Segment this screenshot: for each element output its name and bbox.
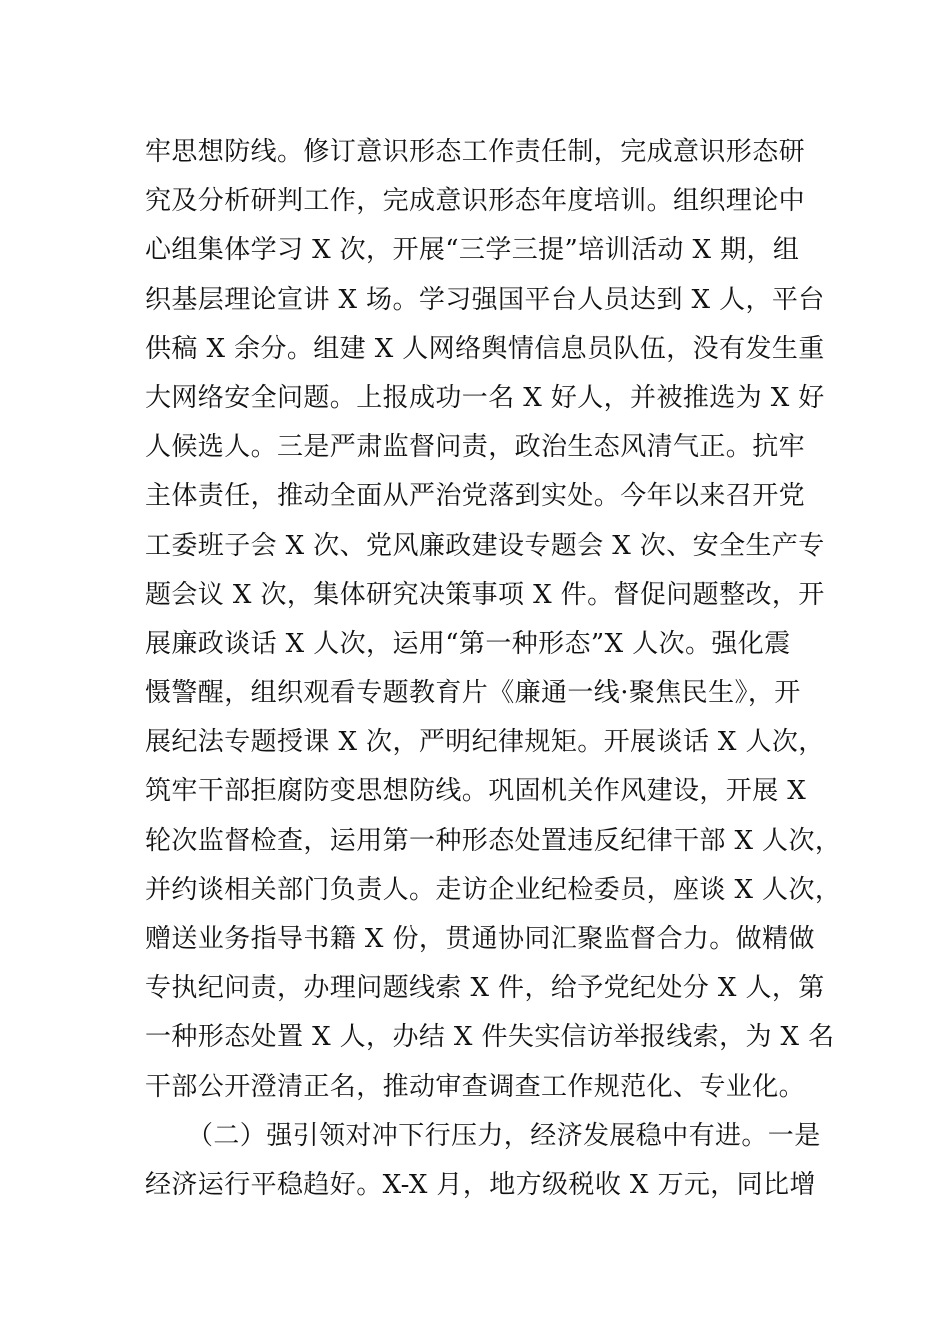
text-line: （二）强引领对冲下行压力，经济发展稳中有进。一是	[187, 1120, 821, 1151]
body-text	[145, 128, 842, 1210]
text-line: 究及分析研判工作，完成意识形态年度培训。组织理论中	[145, 186, 806, 217]
text-line: 人候选人。三是严肃监督问责，政治生态风清气正。抗牢	[145, 432, 806, 463]
text-line: 专执纪问责，办理问题线索 X 件，给予党纪处分 X 人，第	[145, 973, 825, 1004]
text-line: 牢思想防线。修订意识形态工作责任制，完成意识形态研	[145, 137, 806, 167]
text-line: 织基层理论宣讲 X 场。学习强国平台人员达到 X 人，平台	[145, 284, 825, 315]
text-line: 大网络安全问题。上报成功一名 X 好人，并被推选为 X 好	[145, 382, 825, 413]
text-line: 赠送业务指导书籍 X 份，贯通协同汇聚监督合力。做精做	[145, 924, 815, 954]
text-line: 展廉政谈话 X 人次，运用“第一种形态”X 人次。强化震	[145, 628, 791, 659]
text-line: 主体责任，推动全面从严治党落到实处。今年以来召开党	[145, 481, 806, 512]
text-line: 经济运行平稳趋好。X-X 月，地方级税收 X 万元，同比增	[145, 1169, 816, 1200]
text-line: 展纪法专题授课 X 次，严明纪律规矩。开展谈话 X 人次，	[145, 727, 825, 758]
text-line: 干部公开澄清正名，推动审查调查工作规范化、专业化。	[145, 1071, 806, 1102]
text-line: 题会议 X 次，集体研究决策事项 X 件。督促问题整改，开	[145, 579, 825, 610]
text-line: 并约谈相关部门负责人。走访企业纪检委员，座谈 X 人次，	[145, 874, 842, 905]
text-line: 筑牢干部拒腐防变思想防线。巩固机关作风建设，开展 X	[145, 776, 807, 807]
text-line: 心组集体学习 X 次，开展“三学三提”培训活动 X 期，组	[145, 235, 800, 266]
text-line: 轮次监督检查，运用第一种形态处置违反纪律干部 X 人次，	[145, 825, 842, 856]
text-line: 慑警醒，组织观看专题教育片《廉通一线·聚焦民生》，开	[145, 678, 801, 709]
text-line: 工委班子会 X 次、党风廉政建设专题会 X 次、安全生产专	[145, 530, 825, 561]
text-line: 一种形态处置 X 人，办结 X 件失实信访举报线索，为 X 名	[145, 1022, 835, 1053]
text-line: 供稿 X 余分。组建 X 人网络舆情信息员队伍，没有发生重	[145, 333, 825, 364]
